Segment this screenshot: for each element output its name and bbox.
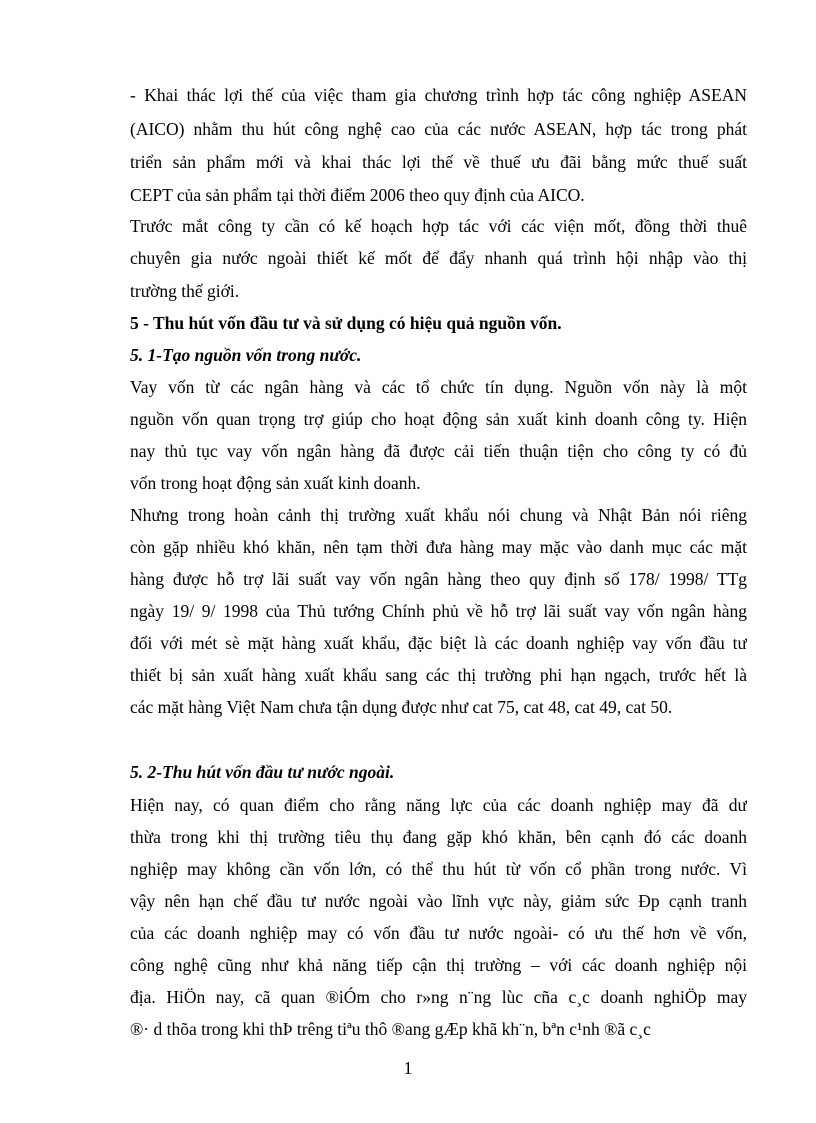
text-line: - Khai thác lợi thế của việc tham gia chương trình hợp tác công nghiệp ASEAN — [130, 85, 747, 105]
text-line: các mặt hàng Việt Nam chưa tận dụng được như cat 75, cat 48, cat 49, cat 50. — [130, 697, 673, 717]
text-line: triển sản phẩm mới và khai thác lợi thế về thuế ưu đãi bằng mức thuế suất — [130, 152, 747, 172]
text-line: nay thủ tục vay vốn ngân hàng đã được cải tiến thuận tiện cho công ty có đủ — [130, 441, 747, 461]
text-line: vốn trong hoạt động sản xuất kinh doanh. — [130, 473, 421, 493]
text-line: CEPT của sản phẩm tại thời điểm 2006 theo quy định của AICO. — [130, 185, 585, 205]
text-line: của các doanh nghiệp may có vốn đầu tư nước ngoài- có ưu thế hơn về vốn, — [130, 923, 747, 943]
text-line: nghiệp may không cần vốn lớn, có thể thu hút từ vốn cổ phần trong nước. Vì — [130, 859, 747, 879]
text-line: Nhưng trong hoàn cảnh thị trường xuất khẩu nói chung và Nhật Bản nói riêng — [130, 505, 747, 525]
text-line: thừa trong khi thị trường tiêu thụ đang gặp khó khăn, bên cạnh đó các doanh — [130, 827, 747, 847]
text-line: ngày 19/ 9/ 1998 của Thủ tướng Chính phủ về hỗ trợ lãi suất vay vốn ngân hàng — [130, 601, 747, 621]
section-heading: 5 - Thu hút vốn đầu tư và sử dụng có hiệu quả nguồn vốn. — [130, 313, 562, 333]
page-number: 1 — [403, 1058, 413, 1078]
subsection-heading: 5. 1-Tạo nguồn vốn trong nước. — [130, 345, 362, 365]
text-line: Trước mắt công ty cần có kế hoạch hợp tác với các viện mốt, đồng thời thuê — [130, 216, 747, 236]
text-line: ®· d thõa trong khi thÞ trêng tiªu thô ®ang gÆp khã kh¨n, bªn c¹nh ®ã c¸c — [130, 1019, 651, 1039]
text-line: chuyên gia nước ngoài thiết kế mốt để đẩy nhanh quá trình hội nhập vào thị — [130, 248, 747, 268]
text-line: trường thế giới. — [130, 281, 240, 301]
text-line: Vay vốn từ các ngân hàng và các tổ chức tín dụng. Nguồn vốn này là một — [130, 377, 747, 397]
text-line: hàng được hỗ trợ lãi suất vay vốn ngân hàng theo quy định số 178/ 1998/ TTg — [130, 569, 747, 589]
text-line: vậy nên hạn chế đầu tư nước ngoài vào lĩnh vực này, giảm sức Ðp cạnh tranh — [130, 891, 747, 911]
text-line: đối với mét sè mặt hàng xuất khẩu, đặc biệt là các doanh nghiệp vay vốn đầu tư — [130, 633, 747, 653]
text-line: địa. HiÖn nay, cã quan ®iÓm cho r»ng n¨ng lùc cña c¸c doanh nghiÖp may — [130, 987, 747, 1007]
text-line: còn gặp nhiều khó khăn, nên tạm thời đưa hàng may mặc vào danh mục các mặt — [130, 537, 747, 557]
text-line: thiết bị sản xuất hàng xuất khẩu sang các thị trường phi hạn ngạch, trước hết là — [130, 665, 747, 685]
subsection-heading: 5. 2-Thu hút vốn đầu tư nước ngoài. — [130, 762, 395, 782]
text-line: công nghệ cũng như khả năng tiếp cận thị trường – với các doanh nghiệp nội — [130, 955, 747, 975]
text-line: Hiện nay, có quan điểm cho rằng năng lực của các doanh nghiệp may đã dư — [130, 795, 747, 815]
text-line: (AICO) nhằm thu hút công nghệ cao của các nước ASEAN, hợp tác trong phát — [130, 119, 747, 139]
text-line: nguồn vốn quan trọng trợ giúp cho hoạt động sản xuất kinh doanh công ty. Hiện — [130, 409, 747, 429]
